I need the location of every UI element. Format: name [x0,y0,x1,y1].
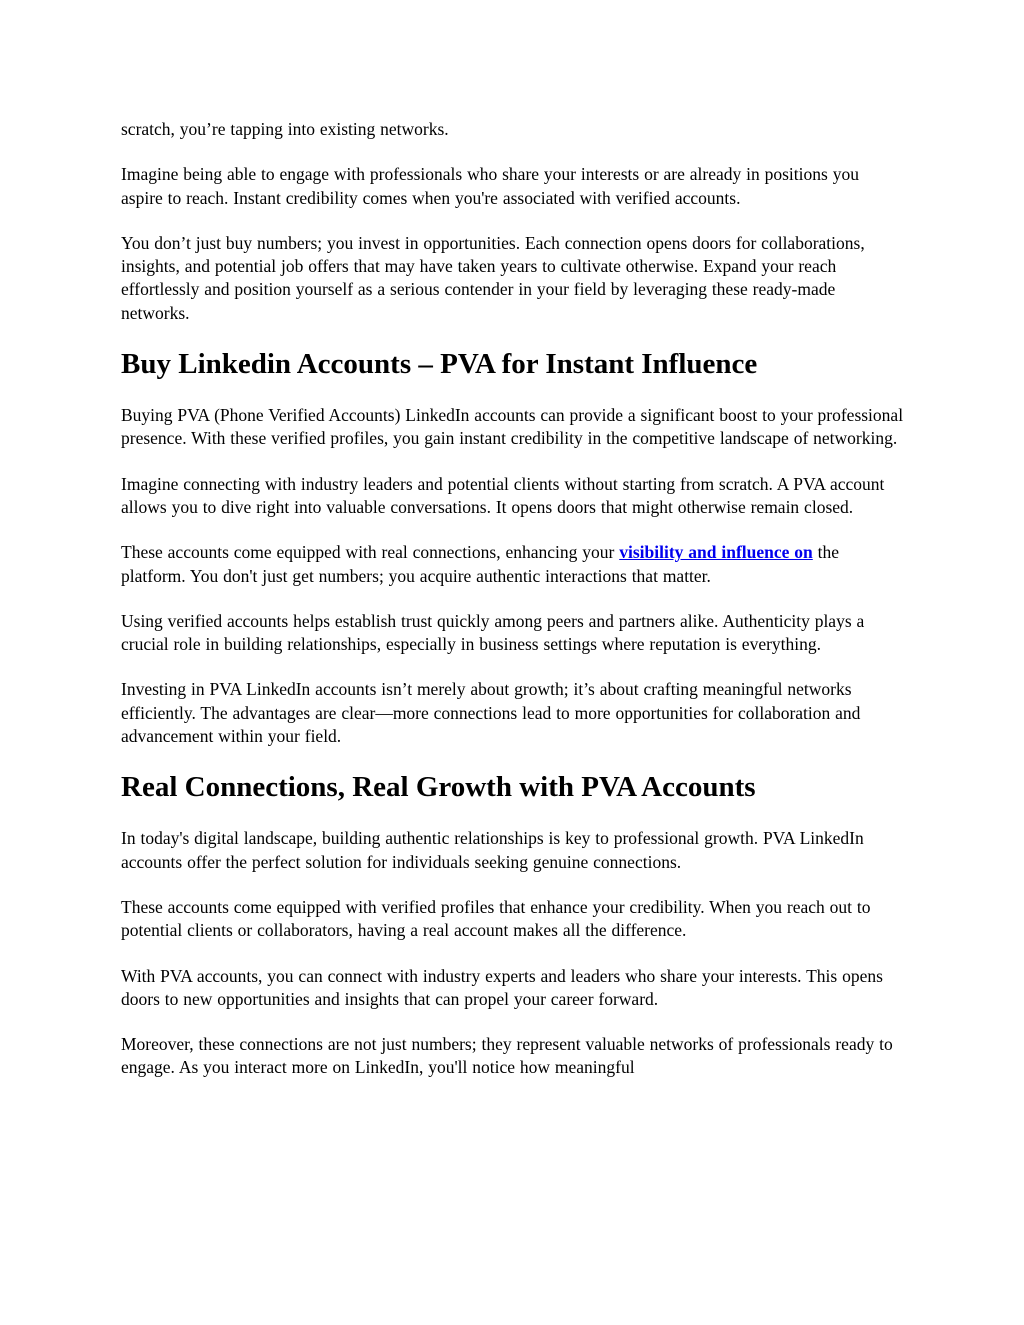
text-run: Buying PVA (Phone Verified Accounts) LinkedIn accounts can provide a significant boost to your professional presence. With these verified profiles, you gain instant credibility in the competitive landscape of networking. [121,405,904,449]
text-run: Investing in PVA LinkedIn accounts isn’t merely about growth; it’s about crafting meaningful networks efficiently. The advantages are clear—more connections lead to more opportunities for collaboration and advancement within your field. [121,679,861,747]
text-run: Imagine connecting with industry leaders and potential clients without starting from scratch. A PVA account allows you to dive right into valuable conversations. It opens doors that might otherwise remain closed. [121,473,885,517]
text-run: These accounts come equipped with real connections, enhancing your [121,542,620,563]
text-run: the platform. You don't just get numbers; you acquire authentic interactions that matter. [121,542,840,586]
paragraph [121,163,904,210]
paragraph [121,232,904,325]
text-run: Buy Linkedin Accounts – PVA for Instant Influence [121,348,758,381]
paragraph [121,610,904,657]
document-content [121,0,904,1102]
paragraph [121,896,904,943]
text-run: With PVA accounts, you can connect with industry experts and leaders who share your interests. This opens doors to new opportunities and insights that can propel your career forward. [121,965,883,1009]
paragraph [121,1033,904,1080]
paragraph [121,827,904,874]
section-heading [121,770,904,804]
paragraph [121,965,904,1012]
visibility-influence-link[interactable]: visibility and influence on [619,542,813,563]
text-run: Real Connections, Real Growth with PVA Accounts [121,771,756,804]
paragraph [121,541,904,588]
text-run: These accounts come equipped with verified profiles that enhance your credibility. When you reach out to potential clients or collaborators, having a real account makes all the difference. [121,896,871,941]
text-run: Moreover, these connections are not just numbers; they represent valuable networks of professionals ready to engage. As you interact more on LinkedIn, you'll notice how meaningful [121,1034,893,1078]
text-run: Imagine being able to engage with professionals who share your interests or are already in positions you aspire to reach. Instant credibility comes when you're associated with verified accounts. [121,164,859,208]
text-run: scratch, you’re tapping into existing networks. [121,119,449,139]
text-run: In today's digital landscape, building authentic relationships is key to professional growth. PVA LinkedIn accounts offer the perfect solution for individuals seeking genuine connections. [121,828,864,872]
section-heading [121,347,904,381]
paragraph [121,404,904,451]
text-run: Using verified accounts helps establish trust quickly among peers and partners alike. Authenticity plays a crucial role in building relationships, especially in business settings where reputation is everything. [121,610,865,655]
paragraph [121,118,904,141]
paragraph [121,678,904,748]
text-run: You don’t just buy numbers; you invest in opportunities. Each connection opens doors for collaborations, insights, and potential job offers that may have taken years to cultivate otherwise. Expand your reach effortlessly and position yourself as a serious contender in your field by leveraging these ready-made networks. [121,232,865,323]
paragraph [121,473,904,520]
